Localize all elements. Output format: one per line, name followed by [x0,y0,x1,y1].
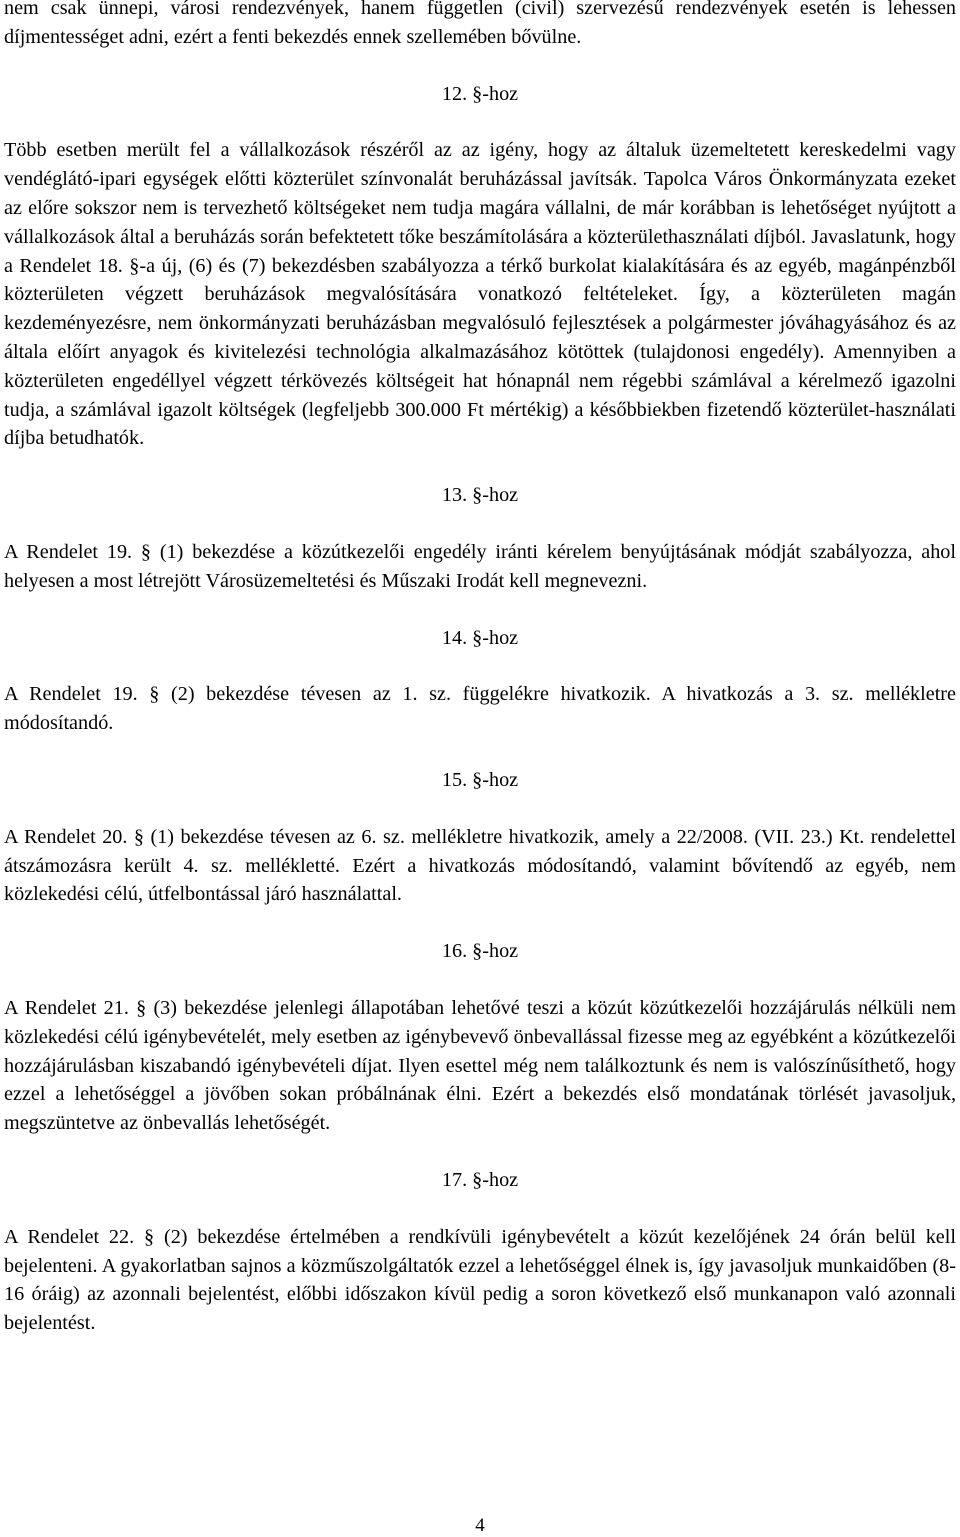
paragraph-intro: nem csak ünnepi, városi rendezvények, hanem független (civil) szervezésű rendezvények esetén is lehessen díjmentességet adni, ezért a fenti bekezdés ennek szellemében bővülne. [4,0,956,48]
paragraph-13: A Rendelet 19. § (1) bekezdése a közútkezelői engedély iránti kérelem benyújtásának módját szabályozza, ahol helyesen a most létrejött Városüzemeltetési és Műszaki Irodát kell megnevezni. [4,540,956,592]
section-heading-16: 16. §-hoz [441,940,519,963]
paragraph-15: A Rendelet 20. § (1) bekezdése tévesen az 6. sz. mellékletre hivatkozik, amely a 22/2008. (VII. 23.) Kt. rendelettel átszámozásra került 4. sz. mellékletté. Ezért a hivatkozás módosítandó, valamint bővítendő az egyéb, nem közlekedési célú, útfelbontással járó használattal. [4,825,956,906]
document-page [4,0,956,1338]
section-heading-13: 13. §-hoz [441,484,519,507]
section-heading-14: 14. §-hoz [441,626,519,649]
section-heading-12: 12. §-hoz [441,82,519,105]
section-heading-17: 17. §-hoz [441,1168,519,1191]
page-number: 4 [475,1515,485,1536]
paragraph-14: A Rendelet 19. § (2) bekezdése tévesen az 1. sz. függelékre hivatkozik. A hivatkozás a 3. sz. mellékletre módosítandó. [4,683,956,735]
paragraph-12: Több esetben merült fel a vállalkozások részéről az az igény, hogy az általuk üzemeltetett kereskedelmi vagy vendéglátó-ipari egységek előtti közterület színvonalát beruházással javítsák. Tapolca Város Önkormányzata ezeket az előre sokszor nem is tervezhető költségeket nem tudja magára vállalni, de már korábban is lehetőséget nyújtott a vállalkozások által a beruházás során befektetett tőke beszámítolására a közterülethasználati díjból. Javaslatunk, hogy a Rendelet 18. §-a új, (6) és (7) bekezdésben szabályozza a térkő burkolat kialakítására és az egyéb, magánpénzből közterületen végzett beruházások megvalósítására vonatkozó feltételeket. Így, a közterületen magán kezdeményezésre, nem önkormányzati beruházásban megvalósuló fejlesztések a polgármester jóváhagyásához és az általa előírt anyagok és kivitelezési technológia alkalmazásához kötöttek (tulajdonosi engedély). Amennyiben a közterületen engedéllyel végzett térkövezés költségeit hat hónapnál nem régebbi számlával a kérelmező igazolni tudja, a számlával igazolt költségek (legfeljebb 300.000 Ft mértékig) a későbbiekben fizetendő közterület-használati díjba betudhatók. [4,139,956,450]
section-heading-15: 15. §-hoz [441,768,519,791]
paragraph-17: A Rendelet 22. § (2) bekezdése értelmében a rendkívüli igénybevételt a közút kezelőjének 24 órán belül kell bejelenteni. A gyakorlatban sajnos a közműszolgáltatók ezzel a lehetőséggel élnek is, így javasoljuk munkaidőben (8-16 óráig) az azonnali bejelentést, előbbi időszakon kívül pedig a soron következő első munkanapon való azonnali bejelentést. [4,1225,956,1335]
paragraph-16: A Rendelet 21. § (3) bekezdése jelenlegi állapotában lehetővé teszi a közút közútkezelői hozzájárulás nélküli nem közlekedési célú igénybevételét, mely esetben az igénybevevő önbevallással fizesse meg az egyébként a közútkezelői hozzájárulásban kiszabandó igénybevételi díjat. Ilyen esettel még nem találkoztunk és nem is valószínűsíthető, hogy ezzel a lehetőséggel a jövőben sokan próbálnának élni. Ezért a bekezdés első mondatának törlését javasoljuk, megszüntetve az önbevallás lehetőségét. [4,996,956,1135]
